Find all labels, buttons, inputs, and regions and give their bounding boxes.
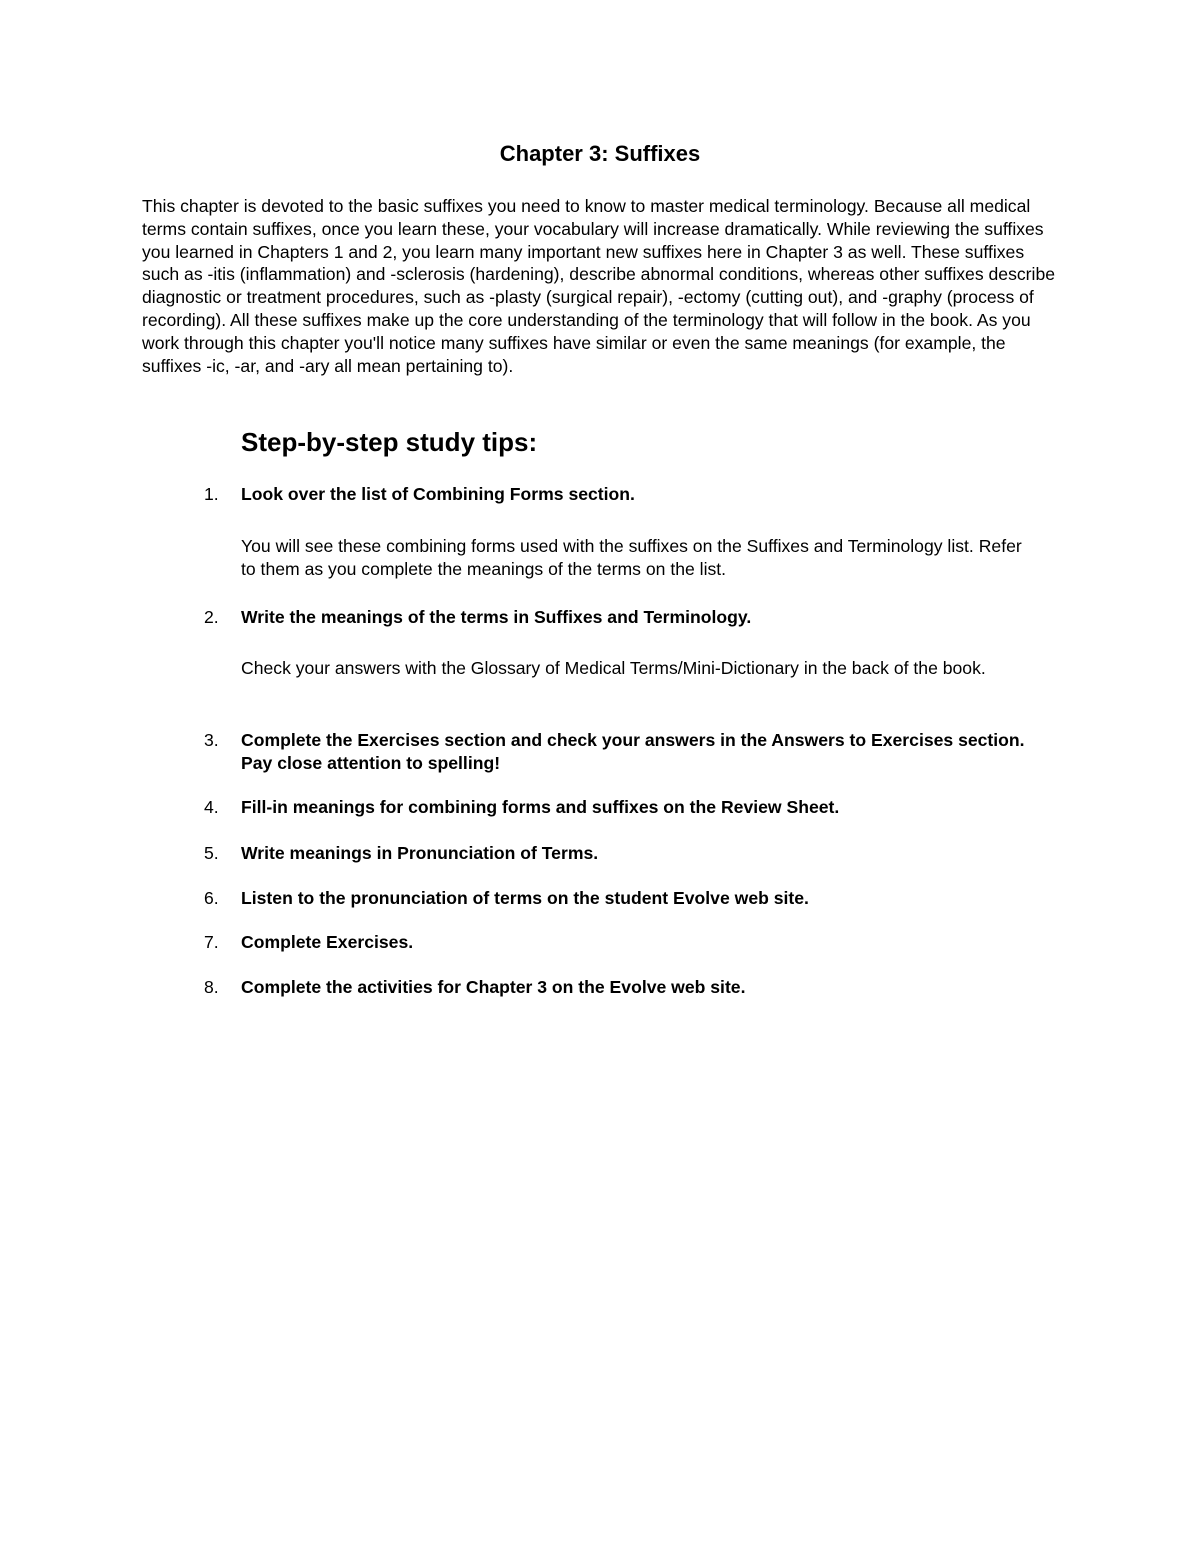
tip-description: Check your answers with the Glossary of Medical Terms/Mini-Dictionary in the back of the book. (241, 658, 986, 678)
tip-title: Complete the activities for Chapter 3 on the Evolve web site. (241, 977, 746, 997)
tip-number: 8. (204, 977, 219, 997)
tip-title: Listen to the pronunciation of terms on the student Evolve web site. (241, 888, 809, 908)
intro-paragraph: This chapter is devoted to the basic suffixes you need to know to master medical terminology. Because all medical terms contain suffixes, once you learn these, your vocabulary will increase dramatically. While reviewing the suffixes you learned in Chapters 1 and 2, you learn many important new suffixes here in Chapter 3 as well. These suffixes such as -itis (inflammation) and -sclerosis (hardening), describe abnormal conditions, whereas other suffixes describe diagnostic or treatment procedures, such as -plasty (surgical repair), -ectomy (cutting out), and -graphy (process of recording). All these suffixes make up the core understanding of the terminology that will follow in the book. As you work through this chapter you'll notice many suffixes have similar or even the same meanings (for example, the suffixes -ic, -ar, and -ary all mean pertaining to). (142, 196, 1056, 376)
tip-title: Complete Exercises. (241, 932, 414, 952)
tips-heading: Step-by-step study tips: (241, 427, 538, 457)
tip-number: 1. (204, 484, 219, 504)
tip-description: You will see these combining forms used with the suffixes on the Suffixes and Terminology list. Refer to them as you complete the meanings of the terms on the list. (241, 536, 1022, 579)
tip-title: Write the meanings of the terms in Suffixes and Terminology. (241, 607, 752, 627)
tip-title: Look over the list of Combining Forms section. (241, 484, 635, 504)
page-title: Chapter 3: Suffixes (499, 141, 701, 166)
tip-number: 7. (204, 932, 219, 952)
tip-number: 2. (204, 607, 219, 627)
tip-title: Write meanings in Pronunciation of Terms. (241, 843, 599, 863)
tip-number: 4. (204, 797, 219, 817)
tip-title: Complete the Exercises section and check your answers in the Answers to Exercises section. Pay close attention to spelling! (241, 730, 1025, 773)
tip-number: 5. (204, 843, 219, 863)
tip-title: Fill-in meanings for combining forms and suffixes on the Review Sheet. (241, 797, 840, 817)
tip-number: 3. (204, 730, 219, 750)
tip-number: 6. (204, 888, 219, 908)
